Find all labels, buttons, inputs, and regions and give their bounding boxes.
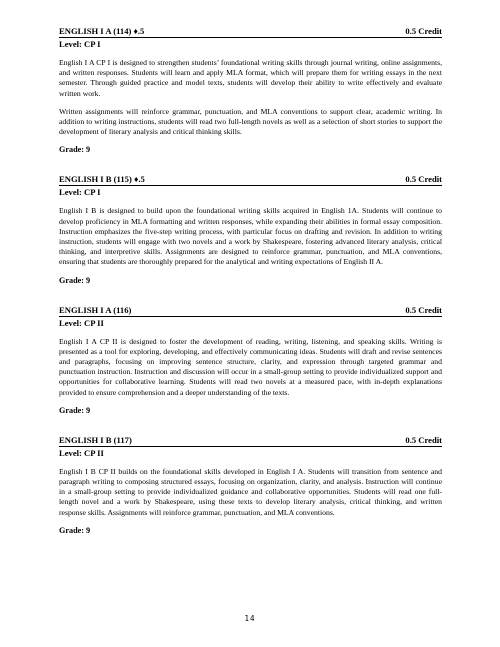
course-level: Level: CP I (59, 39, 101, 49)
course-level: Level: CP I (59, 187, 101, 198)
course-grade: Grade: 9 (59, 405, 91, 415)
course-header (59, 435, 442, 447)
course-level: Level: CP II (59, 317, 104, 328)
course-description-paragraph: English I B CP II builds on the foundational skills developed in English I A. Students will transition from sentence and paragraph writing to composing structured essays, focusing on organization, clarity, and analysis. Instruction will continue in a small-group setting to provide individualized guidance and collaborative opportunities. Students will read one full-length novel and a work by Shakespeare, using these texts to develop literary analysis, critical thinking, and written response skills. Assignments will reinforce grammar, punctuation, and MLA conventions. (59, 466, 442, 517)
course-english-1b-117 (59, 435, 442, 536)
course-credit: 0.5 Credit (405, 26, 442, 36)
course-grade: Grade: 9 (59, 145, 91, 155)
course-description-paragraph: Written assignments will reinforce grammar, punctuation, and MLA conventions to support clear, academic writing. In addition to writing instructions, students will read two full-length novels as well as a selection of short stories to support the development of literary analysis and critical thinking skills. (59, 106, 442, 137)
course-level: Level: CP II (59, 447, 104, 458)
course-description-paragraph: English I B is designed to build upon the foundational writing skills acquired in English 1A. Students will continue to develop proficiency in MLA formatting and written responses, while expanding their abilities in formal essay composition. Instruction emphasizes the five-step writing process, with particular focus on drafting and revision. In addition to writing instruction, students will engage with two novels and a work by Shakespeare, fostering advanced literary analysis, critical thinking, and interpretive skills. Assignments are designed to reinforce grammar, punctuation, and MLA conventions, ensuring that students are thoroughly prepared for the analytical and writing expectations of English II A. (59, 206, 442, 267)
course-english-1a-114 (59, 26, 442, 155)
course-title: ENGLISH I B (115) ♦.5 (59, 174, 145, 185)
course-title: ENGLISH I A (116) (59, 304, 132, 315)
course-grade: Grade: 9 (59, 525, 91, 535)
course-header (59, 174, 442, 186)
course-english-1b-115 (59, 174, 442, 285)
course-credit: 0.5 Credit (405, 174, 442, 185)
course-grade: Grade: 9 (59, 275, 91, 285)
course-title: ENGLISH I A (114) ♦.5 (59, 26, 145, 36)
course-description-paragraph: English I A CP II is designed to foster the development of reading, writing, listening, and speaking skills. Writing is presented as a tool for exploring, developing, and effectively communicating ideas. Students will draft and revise sentences and paragraphs, focusing on improving sentence structure, clarity, and expression through targeted grammar and punctuation instruction. Instruction and discussion will occur in a small-group setting to provide individualized support and opportunities for collaborative learning. Students will read two novels at a measured pace, with in-depth explanations provided to ensure comprehension and a deeper understanding of the texts. (59, 336, 442, 397)
course-header (59, 305, 442, 317)
course-english-1a-116 (59, 305, 442, 416)
course-header (59, 26, 442, 38)
course-catalog-page (59, 26, 442, 536)
course-title: ENGLISH I B (117) (59, 434, 132, 445)
course-credit: 0.5 Credit (405, 434, 442, 445)
page-number: 14 (244, 614, 256, 623)
course-credit: 0.5 Credit (405, 304, 442, 315)
course-description-paragraph: English I A CP I is designed to strengthen students’ foundational writing skills through journal writing, online assignments, and written responses. Students will learn and apply MLA format, which will prepare them for writing essays in the next semester. Through guided practice and model texts, students will develop their ability to write effectively and evaluate written work. (59, 58, 442, 98)
